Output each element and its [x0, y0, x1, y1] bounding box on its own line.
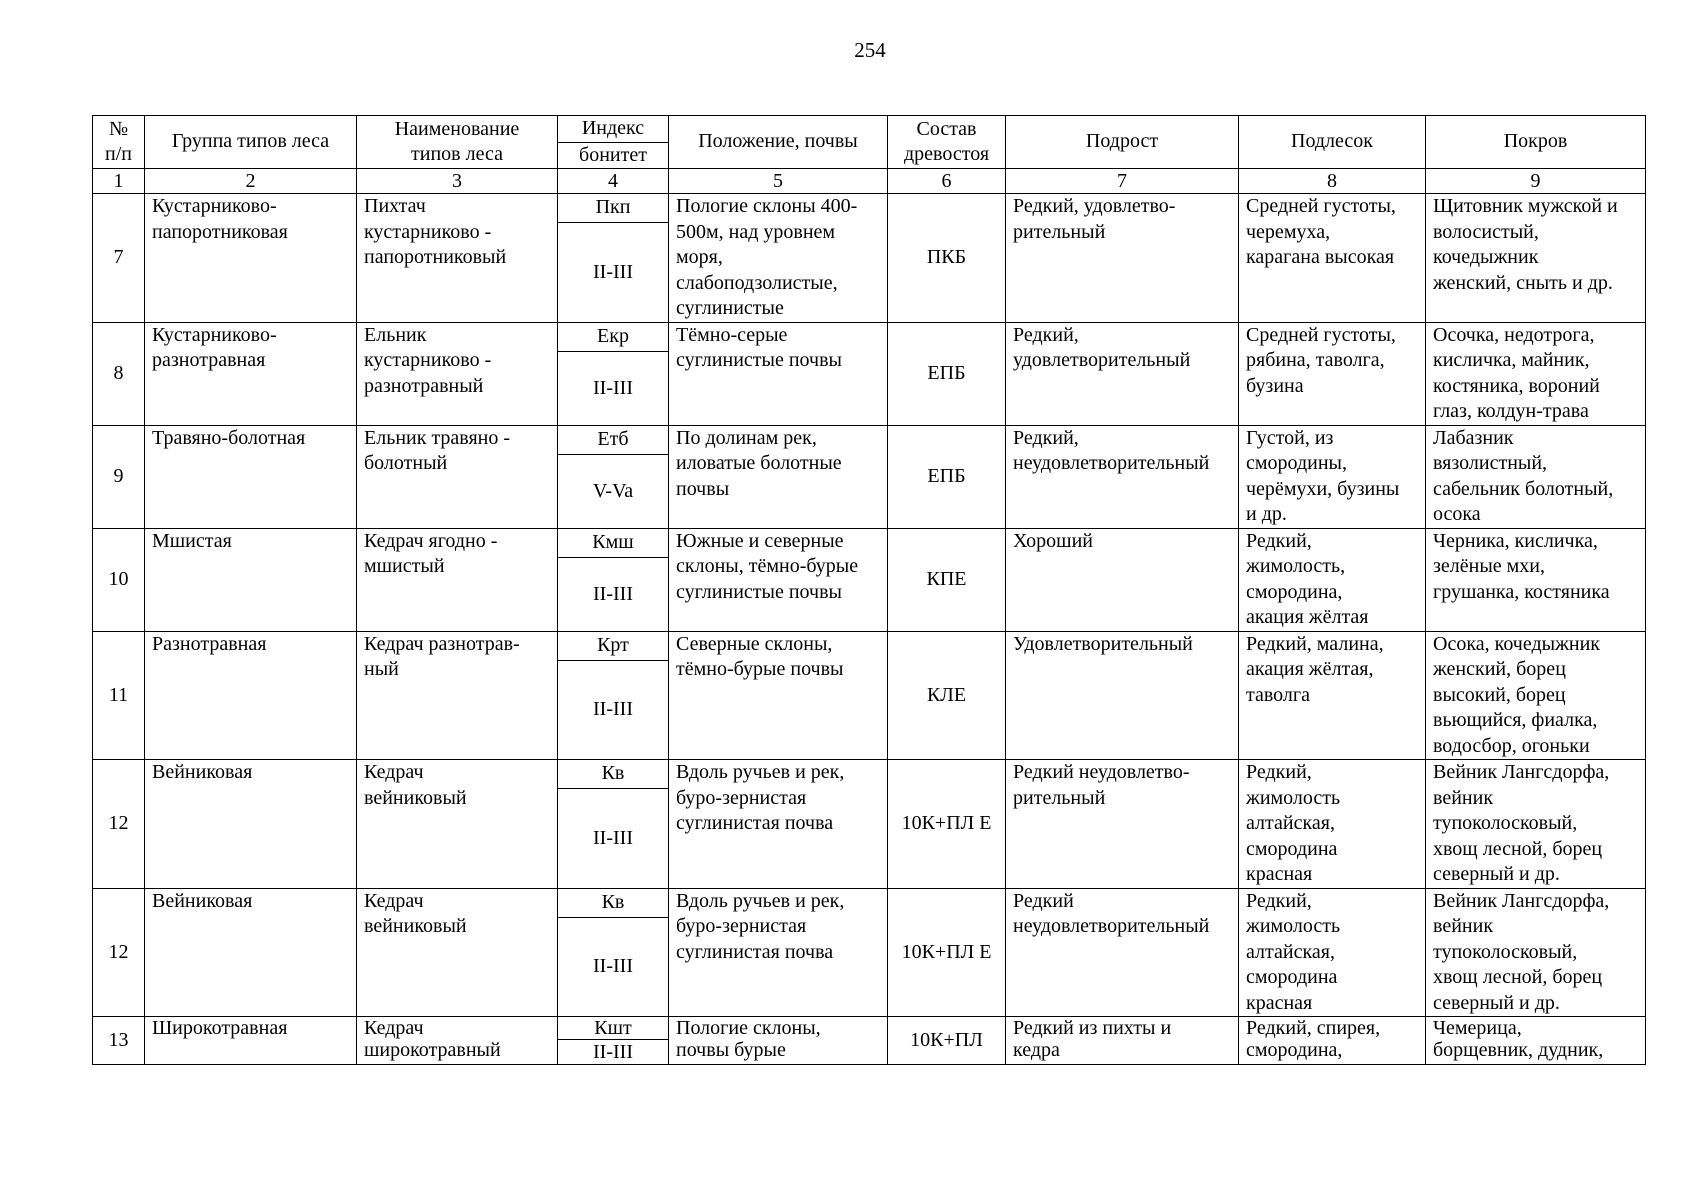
- stand-composition: ЕПБ: [888, 425, 1006, 528]
- forest-group: Кустарниково- разнотравная: [145, 322, 357, 425]
- header-undergrowth: Подрост: [1006, 116, 1239, 169]
- ground-cover: Черника, кисличка, зелёные мхи, грушанка, костяника: [1426, 528, 1646, 631]
- position-soil: Пологие склоны 400- 500м, над уровнем моря, слабоподзолистые, суглинистые: [669, 194, 888, 323]
- position-soil: Пологие склоны, почвы бурые: [669, 1017, 888, 1065]
- table-body: [93, 194, 1646, 1065]
- position-soil: Вдоль ручьев и рек, буро-зернистая суглинистая почва: [669, 760, 888, 889]
- undergrowth: Удовлетворительный: [1006, 631, 1239, 760]
- forest-group: Вейниковая: [145, 888, 357, 1017]
- row-number: 11: [93, 631, 145, 760]
- undergrowth: Редкий неудовлетворительный: [1006, 888, 1239, 1017]
- underwood: Редкий, малина, акация жёлтая, таволга: [1239, 631, 1426, 760]
- column-numbers-row: [93, 169, 1646, 194]
- stand-composition: ЕПБ: [888, 322, 1006, 425]
- forest-type-name: Пихтач кустарниково - папоротниковый: [357, 194, 558, 323]
- ground-cover: Вейник Лангсдорфа, вейник тупоколосковый, хвощ лесной, борец северный и др.: [1426, 888, 1646, 1017]
- ground-cover: Осочка, недотрога, кисличка, майник, костяника, вороний глаз, колдун-трава: [1426, 322, 1646, 425]
- forest-group: Кустарниково- папоротниковая: [145, 194, 357, 323]
- table-row: [93, 322, 1646, 352]
- ground-cover: Чемерица, борщевник, дудник,: [1426, 1017, 1646, 1065]
- header-bonitet: бонитет: [558, 142, 669, 169]
- undergrowth: Редкий неудовлетво- рительный: [1006, 760, 1239, 889]
- table-row: [93, 528, 1646, 558]
- stand-composition: 10К+ПЛ Е: [888, 888, 1006, 1017]
- stand-composition: КПЕ: [888, 528, 1006, 631]
- table-row: [93, 760, 1646, 789]
- table-row: [93, 888, 1646, 917]
- header-no: № п/п: [93, 116, 145, 169]
- forest-index: Кв: [558, 760, 669, 789]
- table-row: [93, 1017, 1646, 1040]
- stand-composition: 10К+ПЛ Е: [888, 760, 1006, 889]
- underwood: Средней густоты, черемуха, карагана высокая: [1239, 194, 1426, 323]
- undergrowth: Хороший: [1006, 528, 1239, 631]
- row-number: 12: [93, 760, 145, 889]
- forest-bonitet: II-III: [558, 223, 669, 322]
- forest-index: Кв: [558, 888, 669, 917]
- forest-index: Пкп: [558, 194, 669, 223]
- forest-index: Кшт: [558, 1017, 669, 1040]
- page-number: 254: [854, 38, 886, 62]
- underwood: Редкий, жимолость алтайская, смородина красная: [1239, 760, 1426, 889]
- underwood: Редкий, жимолость, смородина, акация жёлтая: [1239, 528, 1426, 631]
- forest-type-name: Кедрач широкотравный: [357, 1017, 558, 1065]
- row-number: 13: [93, 1017, 145, 1065]
- position-soil: Тёмно-серые суглинистые почвы: [669, 322, 888, 425]
- header-group: Группа типов леса: [145, 116, 357, 169]
- undergrowth: Редкий, неудовлетворительный: [1006, 425, 1239, 528]
- forest-type-name: Кедрач вейниковый: [357, 760, 558, 889]
- row-number: 9: [93, 425, 145, 528]
- underwood: Густой, из смородины, черёмухи, бузины и др.: [1239, 425, 1426, 528]
- header-cover: Покров: [1426, 116, 1646, 169]
- forest-index: Кмш: [558, 528, 669, 558]
- forest-bonitet: II-III: [558, 1040, 669, 1065]
- position-soil: Северные склоны, тёмно-бурые почвы: [669, 631, 888, 760]
- column-number: 7: [1006, 169, 1239, 194]
- column-number: 2: [145, 169, 357, 194]
- table-header: [93, 116, 1646, 194]
- forest-type-name: Кедрач ягодно - мшистый: [357, 528, 558, 631]
- forest-type-name: Ельник травяно - болотный: [357, 425, 558, 528]
- forest-group: Мшистая: [145, 528, 357, 631]
- forest-group: Разнотравная: [145, 631, 357, 760]
- forest-group: Травяно-болотная: [145, 425, 357, 528]
- column-number: 5: [669, 169, 888, 194]
- undergrowth: Редкий, удовлетворительный: [1006, 322, 1239, 425]
- row-number: 10: [93, 528, 145, 631]
- row-number: 7: [93, 194, 145, 323]
- forest-bonitet: II-III: [558, 352, 669, 425]
- forest-bonitet: II-III: [558, 917, 669, 1016]
- column-number: 3: [357, 169, 558, 194]
- header-name: Наименование типов леса: [357, 116, 558, 169]
- ground-cover: Осока, кочедыжник женский, борец высокий, борец вьющийся, фиалка, водосбор, огоньки: [1426, 631, 1646, 760]
- ground-cover: Щитовник мужской и волосистый, кочедыжник женский, сныть и др.: [1426, 194, 1646, 323]
- forest-index: Екр: [558, 322, 669, 352]
- stand-composition: КЛЕ: [888, 631, 1006, 760]
- header-index: Индекс: [558, 116, 669, 143]
- stand-composition: 10К+ПЛ: [888, 1017, 1006, 1065]
- forest-bonitet: V-Va: [558, 455, 669, 528]
- underwood: Средней густоты, рябина, таволга, бузина: [1239, 322, 1426, 425]
- header-underwood: Подлесок: [1239, 116, 1426, 169]
- forest-type-name: Кедрач вейниковый: [357, 888, 558, 1017]
- forest-type-name: Ельник кустарниково - разнотравный: [357, 322, 558, 425]
- forest-type-name: Кедрач разнотрав- ный: [357, 631, 558, 760]
- forest-group: Широкотравная: [145, 1017, 357, 1065]
- underwood: Редкий, жимолость алтайская, смородина красная: [1239, 888, 1426, 1017]
- position-soil: По долинам рек, иловатые болотные почвы: [669, 425, 888, 528]
- header-composition: Состав древостоя: [888, 116, 1006, 169]
- ground-cover: Лабазник вязолистный, сабельник болотный, осока: [1426, 425, 1646, 528]
- position-soil: Вдоль ручьев и рек, буро-зернистая суглинистая почва: [669, 888, 888, 1017]
- row-number: 8: [93, 322, 145, 425]
- column-number: 1: [93, 169, 145, 194]
- row-number: 12: [93, 888, 145, 1017]
- column-number: 8: [1239, 169, 1426, 194]
- ground-cover: Вейник Лангсдорфа, вейник тупоколосковый, хвощ лесной, борец северный и др.: [1426, 760, 1646, 889]
- position-soil: Южные и северные склоны, тёмно-бурые суглинистые почвы: [669, 528, 888, 631]
- forest-bonitet: II-III: [558, 660, 669, 759]
- table-row: [93, 425, 1646, 455]
- undergrowth: Редкий, удовлетво- рительный: [1006, 194, 1239, 323]
- underwood: Редкий, спирея, смородина,: [1239, 1017, 1426, 1065]
- table-row: [93, 194, 1646, 223]
- table-row: [93, 631, 1646, 660]
- forest-index: Крт: [558, 631, 669, 660]
- column-number: 6: [888, 169, 1006, 194]
- undergrowth: Редкий из пихты и кедра: [1006, 1017, 1239, 1065]
- forest-bonitet: II-III: [558, 558, 669, 631]
- header-position: Положение, почвы: [669, 116, 888, 169]
- column-number: 4: [558, 169, 669, 194]
- stand-composition: ПКБ: [888, 194, 1006, 323]
- column-number: 9: [1426, 169, 1646, 194]
- forest-bonitet: II-III: [558, 789, 669, 888]
- forest-group: Вейниковая: [145, 760, 357, 889]
- forest-types-table: [92, 115, 1646, 1065]
- forest-index: Етб: [558, 425, 669, 455]
